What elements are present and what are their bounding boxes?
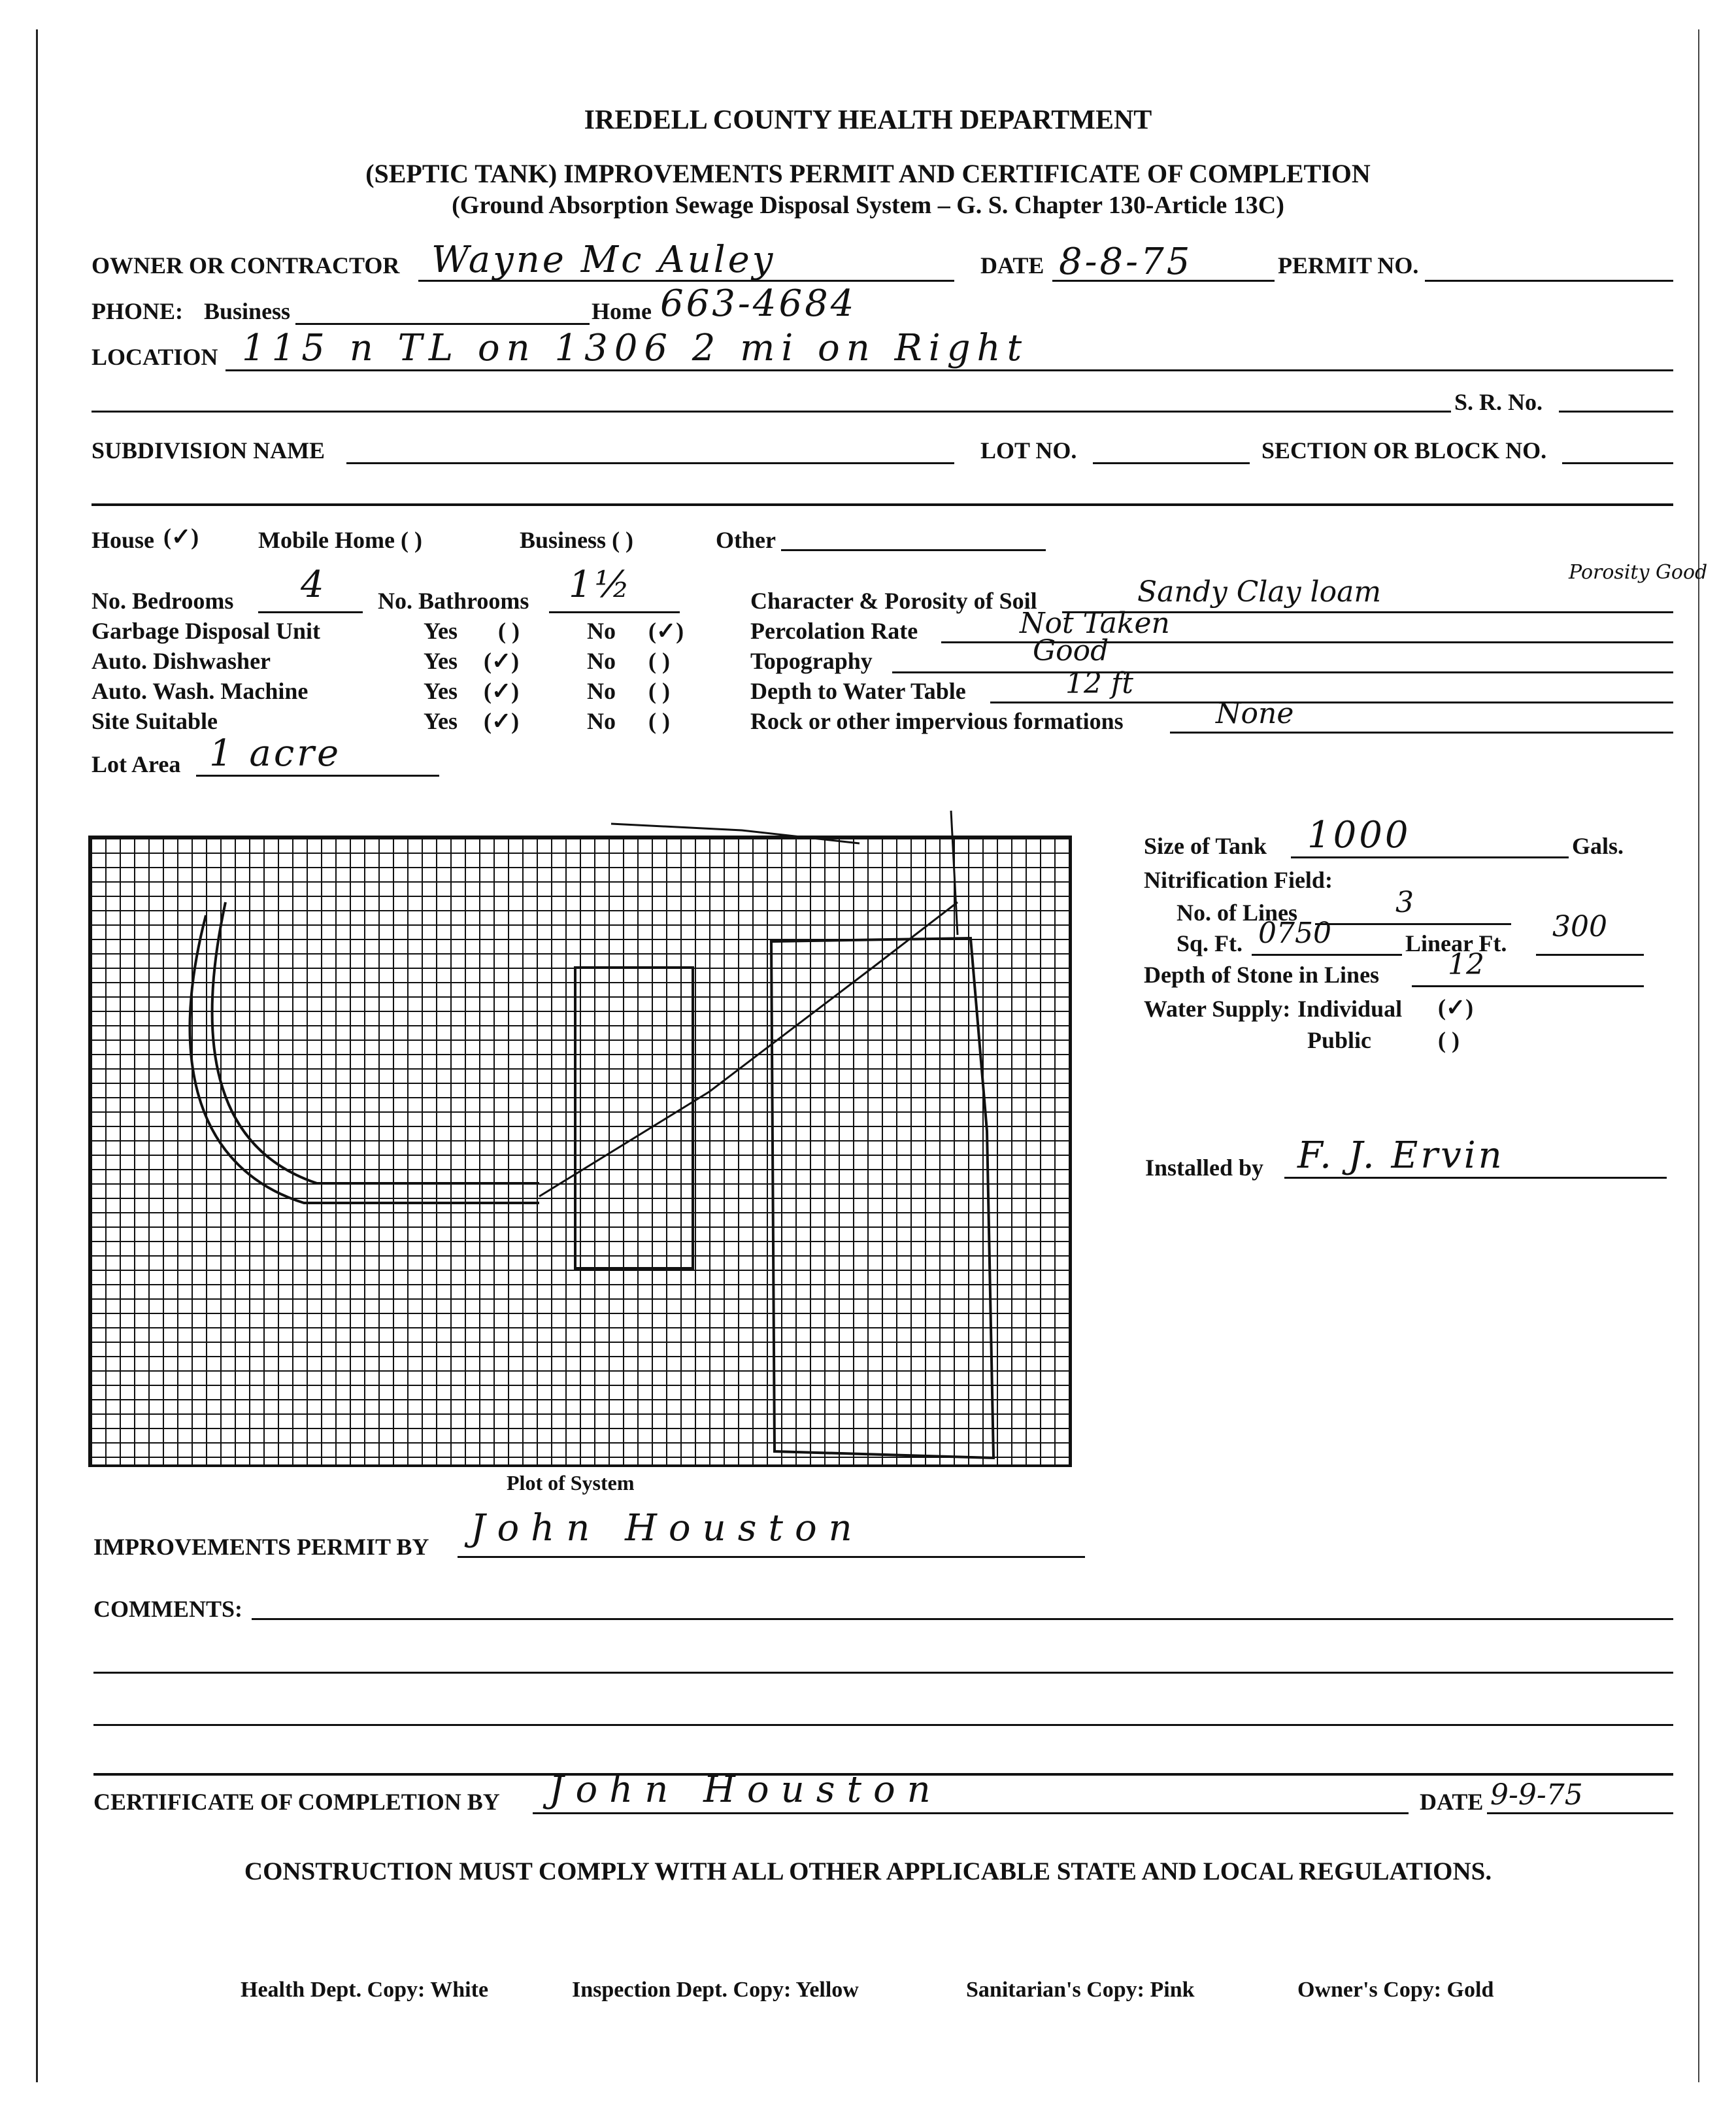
form-title: (SEPTIC TANK) IMPROVEMENTS PERMIT AND CERTIFICATE OF COMPLETION: [365, 159, 1371, 188]
lot-area-value[interactable]: 1 acre: [209, 732, 342, 775]
site-no-label: No: [587, 708, 616, 734]
subdivision-line[interactable]: [346, 462, 954, 464]
certificate-line: [533, 1812, 1409, 1814]
washer-no-label: No: [587, 678, 616, 704]
garbage-yes-label: Yes: [424, 618, 458, 644]
gals-label: Gals.: [1572, 833, 1624, 859]
bedrooms-label: No. Bedrooms: [92, 588, 234, 614]
installed-by-value[interactable]: F. J. Ervin: [1297, 1134, 1505, 1177]
other-line[interactable]: [781, 549, 1046, 551]
percolation-label: Percolation Rate: [750, 618, 918, 644]
bathrooms-label: No. Bathrooms: [378, 588, 529, 614]
percolation-value[interactable]: Not Taken: [1020, 607, 1170, 640]
business-phone-line[interactable]: [295, 323, 590, 325]
permit-by-label: IMPROVEMENTS PERMIT BY: [93, 1534, 429, 1560]
marker-line: [951, 811, 958, 935]
other-label: Other: [716, 527, 776, 553]
lot-area-label: Lot Area: [92, 751, 181, 777]
washer-yes-box[interactable]: (✓): [484, 678, 520, 704]
site-suitable-label: Site Suitable: [92, 708, 218, 734]
water-supply-label: Water Supply:: [1144, 996, 1291, 1022]
certificate-date-line: [1487, 1812, 1673, 1814]
certificate-signature[interactable]: John Houston: [549, 1768, 943, 1811]
public-checkbox[interactable]: ( ): [1438, 1027, 1460, 1053]
date-label: DATE: [980, 252, 1044, 279]
water-table-line: [990, 702, 1673, 703]
copy-pink: Sanitarian's Copy: Pink: [966, 1978, 1195, 2002]
location-label: LOCATION: [92, 344, 218, 370]
field-outline: [771, 938, 993, 1458]
phone-label: PHONE:: [92, 298, 183, 324]
permit-by-line: [458, 1556, 1085, 1558]
rock-label: Rock or other impervious formations: [750, 708, 1124, 734]
topography-label: Topography: [750, 648, 873, 674]
soil-character-value[interactable]: Sandy Clay loam: [1137, 575, 1382, 609]
permit-no-label: PERMIT NO.: [1278, 252, 1419, 279]
section-line[interactable]: [1562, 462, 1673, 464]
bathrooms-line: [549, 611, 680, 613]
bedrooms-line: [258, 611, 363, 613]
topography-line: [892, 671, 1673, 673]
compliance-notice: CONSTRUCTION MUST COMPLY WITH ALL OTHER APPLICABLE STATE AND LOCAL REGULATIONS.: [244, 1857, 1492, 1885]
public-label: Public: [1307, 1027, 1372, 1053]
road-line: [611, 824, 860, 843]
section-label: SECTION OR BLOCK NO.: [1261, 437, 1547, 464]
washer-yes-label: Yes: [424, 678, 458, 704]
sr-no-label: S. R. No.: [1454, 389, 1543, 415]
copy-yellow: Inspection Dept. Copy: Yellow: [572, 1978, 859, 2002]
owner-label: OWNER OR CONTRACTOR: [92, 252, 400, 279]
stone-depth-line: [1412, 985, 1644, 987]
installed-by-line: [1284, 1177, 1667, 1179]
lot-area-line: [196, 775, 439, 777]
section-divider: [92, 503, 1673, 506]
individual-checkbox[interactable]: (✓): [1438, 994, 1474, 1021]
topography-value[interactable]: Good: [1033, 634, 1109, 668]
tank-size-label: Size of Tank: [1144, 833, 1267, 859]
garbage-yes-box[interactable]: ( ): [498, 618, 520, 644]
drain-line-inner: [212, 902, 539, 1183]
stone-depth-value[interactable]: 12: [1448, 948, 1484, 981]
dishwasher-no-box[interactable]: ( ): [648, 648, 670, 674]
dishwasher-yes-label: Yes: [424, 648, 458, 674]
comments-line-3[interactable]: [93, 1724, 1673, 1726]
linear-ft-value[interactable]: 300: [1552, 910, 1607, 943]
sqft-label: Sq. Ft.: [1177, 930, 1243, 956]
site-no-box[interactable]: ( ): [648, 708, 670, 734]
bathrooms-value[interactable]: 1½: [569, 564, 633, 606]
home-phone-label: Home: [592, 298, 652, 324]
linear-ft-label: Linear Ft.: [1405, 930, 1507, 956]
location-value[interactable]: 115 n TL on 1306 2 mi on Right: [242, 327, 1029, 369]
owner-value[interactable]: Wayne Mc Auley: [431, 239, 776, 281]
soil-porosity-note: Porosity Good: [1569, 561, 1708, 584]
copy-white: Health Dept. Copy: White: [241, 1978, 489, 2002]
business-phone-label: Business: [204, 298, 291, 324]
certificate-label: CERTIFICATE OF COMPLETION BY: [93, 1789, 500, 1815]
tank-size-value[interactable]: 1000: [1307, 814, 1411, 856]
comments-line-1[interactable]: [252, 1618, 1673, 1620]
pipe-line: [539, 902, 958, 1196]
mobile-home-option[interactable]: Mobile Home ( ): [258, 527, 422, 553]
drain-line-outer: [190, 915, 539, 1203]
soil-character-label: Character & Porosity of Soil: [750, 588, 1037, 614]
sqft-line: [1252, 954, 1402, 956]
department-title: IREDELL COUNTY HEALTH DEPARTMENT: [584, 105, 1152, 135]
garbage-disposal-label: Garbage Disposal Unit: [92, 618, 321, 644]
system-sketch: [88, 804, 1108, 1510]
lines-line: [1315, 923, 1511, 925]
water-table-label: Depth to Water Table: [750, 678, 966, 704]
plot-caption: Plot of System: [507, 1471, 635, 1495]
dishwasher-yes-box[interactable]: (✓): [484, 648, 520, 674]
lot-no-line[interactable]: [1093, 462, 1250, 464]
garbage-no-label: No: [587, 618, 616, 644]
permit-by-signature[interactable]: John Houston: [471, 1507, 864, 1549]
site-yes-label: Yes: [424, 708, 458, 734]
garbage-no-box[interactable]: (✓): [648, 618, 684, 644]
comments-line-2[interactable]: [93, 1672, 1673, 1674]
location-line: [225, 369, 1673, 371]
permit-no-line[interactable]: [1425, 280, 1673, 282]
bedrooms-value[interactable]: 4: [301, 564, 327, 606]
stone-depth-label: Depth of Stone in Lines: [1144, 962, 1380, 988]
nitrification-label: Nitrification Field:: [1144, 867, 1333, 893]
dishwasher-no-label: No: [587, 648, 616, 674]
individual-label: Individual: [1297, 996, 1403, 1022]
house-label: House: [92, 527, 155, 553]
lines-value[interactable]: 3: [1395, 886, 1414, 919]
tank-size-line: [1291, 856, 1569, 858]
washer-no-box[interactable]: ( ): [648, 678, 670, 704]
copy-gold: Owner's Copy: Gold: [1297, 1978, 1494, 2002]
site-yes-box[interactable]: (✓): [484, 708, 520, 734]
lot-no-label: LOT NO.: [980, 437, 1077, 464]
lines-label: No. of Lines: [1177, 900, 1298, 926]
washer-label: Auto. Wash. Machine: [92, 678, 309, 704]
comments-label: COMMENTS:: [93, 1596, 242, 1622]
sqft-value[interactable]: 0750: [1258, 917, 1331, 950]
house-outline: [575, 968, 693, 1268]
subdivision-label: SUBDIVISION NAME: [92, 437, 326, 464]
water-table-value[interactable]: 12 ft: [1065, 667, 1133, 700]
certificate-date-value[interactable]: 9-9-75: [1490, 1778, 1583, 1812]
installed-by-label: Installed by: [1145, 1155, 1264, 1181]
dishwasher-label: Auto. Dishwasher: [92, 648, 271, 674]
rock-value[interactable]: None: [1216, 697, 1294, 730]
location-line-2[interactable]: [92, 411, 1451, 413]
linear-ft-line: [1536, 954, 1644, 956]
sr-no-line[interactable]: [1559, 411, 1673, 413]
business-option[interactable]: Business ( ): [520, 527, 634, 553]
house-checkbox[interactable]: (✓): [163, 524, 199, 550]
home-phone-value[interactable]: 663-4684: [660, 282, 857, 325]
certificate-date-label: DATE: [1420, 1789, 1484, 1815]
date-value[interactable]: 8-8-75: [1059, 241, 1193, 283]
form-subtitle: (Ground Absorption Sewage Disposal System – G. S. Chapter 130-Article 13C): [452, 192, 1284, 219]
rock-line: [1170, 732, 1673, 734]
